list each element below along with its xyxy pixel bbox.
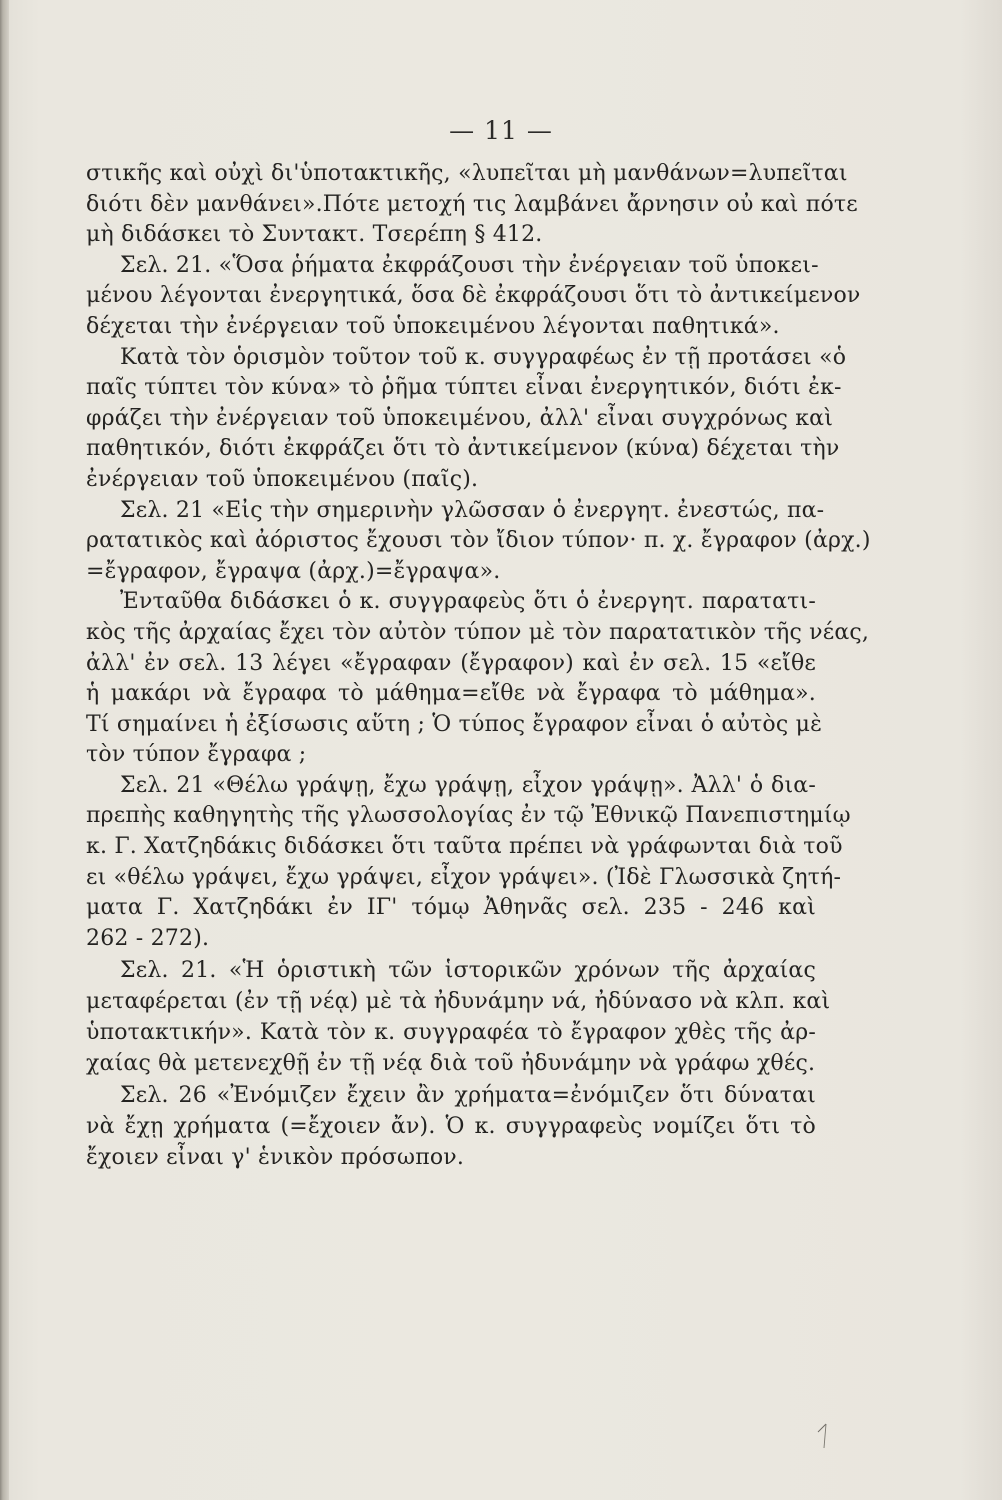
text-line: Κατὰ τὸν ὁρισμὸν τοῦτον τοῦ κ. συγγραφέως ἐν τῇ προτάσει «ὁ <box>120 344 847 370</box>
text-line: ρατατικὸς καὶ ἀόριστος ἔχουσι τὸν ἴδιον τύπον· π. χ. ἔγραφον (ἀρχ.) <box>86 528 871 554</box>
text-line: ἡ μακάρι νὰ ἔγραφα τὸ μάθημα=εἴθε νὰ ἔγραφα τὸ μάθημα». <box>86 681 816 707</box>
text-line: κ. Γ. Χατζηδάκις διδάσκει ὅτι ταῦτα πρέπει νὰ γράφωνται διὰ τοῦ <box>86 834 843 860</box>
binding-edge <box>0 0 9 1500</box>
text-line: παθητικόν, διότι ἐκφράζει ὅτι τὸ ἀντικείμενον (κύνα) δέχεται τὴν <box>86 436 840 462</box>
text-line: Σελ. 21 «Θέλω γράψῃ, ἔχω γράψῃ, εἶχον γράψῃ». Ἀλλ' ὁ δια- <box>120 772 816 798</box>
text-line: ἐνέργειαν τοῦ ὑποκειμένου (παῖς). <box>86 466 479 492</box>
text-line: χαίας θὰ μετενεχθῇ ἐν τῇ νέᾳ διὰ τοῦ ἠδυνάμην νὰ γράφω χθές. <box>86 1050 816 1076</box>
text-line: ἔχοιεν εἶναι γ' ἑνικὸν πρόσωπον. <box>86 1144 465 1170</box>
text-line: μὴ διδάσκει τὸ Συντακτ. Τσερέπη § 412. <box>86 222 543 248</box>
text-line: μένου λέγονται ἐνεργητικά, ὅσα δὲ ἐκφράζουσι ὅτι τὸ ἀντικείμενον <box>86 283 861 309</box>
text-line: Σελ. 21 «Εἰς τὴν σημερινὴν γλῶσσαν ὁ ἐνεργητ. ἐνεστώς, πα- <box>120 497 825 523</box>
text-line: =ἔγραφον, ἔγραψα (ἀρχ.)=ἔγραψα». <box>86 558 501 584</box>
body-text <box>86 159 871 1173</box>
pencil-mark <box>790 1400 870 1470</box>
text-line: ὑποτακτικήν». Κατὰ τὸν κ. συγγραφέα τὸ ἔγραφον χθὲς τῆς ἀρ- <box>86 1020 816 1046</box>
text-line: κὸς τῆς ἀρχαίας ἔχει τὸν αὐτὸν τύπον μὲ τὸν παρατατικὸν τῆς νέας, <box>86 619 870 645</box>
text-line: Σελ. 21. «Ἡ ὁριστικὴ τῶν ἱστορικῶν χρόνων τῆς ἀρχαίας <box>120 958 816 984</box>
text-line: δέχεται τὴν ἐνέργειαν τοῦ ὑποκειμένου λέγονται παθητικά». <box>86 313 780 339</box>
text-line: μεταφέρεται (ἐν τῇ νέᾳ) μὲ τὰ ἠδυνάμην νά, ἠδύνασο νὰ κλπ. καὶ <box>86 989 831 1015</box>
text-line: φράζει τὴν ἐνέργειαν τοῦ ὑποκειμένου, ἀλλ' εἶναι συγχρόνως καὶ <box>86 405 834 431</box>
text-line: Σελ. 21. «Ὅσα ῥήματα ἐκφράζουσι τὴν ἐνέργειαν τοῦ ὑποκει- <box>120 252 819 278</box>
text-line: Τί σημαίνει ἡ ἐξίσωσις αὕτη ; Ὁ τύπος ἔγραφον εἶναι ὁ αὐτὸς μὲ <box>86 711 823 737</box>
text-line: ει «θέλω γράψει, ἔχω γράψει, εἶχον γράψει». (Ἰδὲ Γλωσσικὰ ζητή- <box>86 864 842 890</box>
text-line: 262 - 272). <box>86 925 210 951</box>
text-line: Σελ. 26 «Ἐνόμιζεν ἔχειν ἂν χρήματα=ἐνόμιζεν ὅτι δύναται <box>120 1083 816 1109</box>
text-line: στικῆς καὶ οὐχὶ δι'ὑποτακτικῆς, «λυπεῖται μὴ μανθάνων=λυπεῖται <box>86 161 848 186</box>
text-line: παῖς τύπτει τὸν κύνα» τὸ ῥῆμα τύπτει εἶναι ἐνεργητικόν, διότι ἐκ- <box>86 375 842 401</box>
text-line: ἀλλ' ἐν σελ. 13 λέγει «ἔγραφαν (ἔγραφον) καὶ ἐν σελ. 15 «εἴθε <box>86 650 816 676</box>
text-line: τὸν τύπον ἔγραφα ; <box>86 742 307 768</box>
page-number: — 11 — <box>449 116 553 145</box>
text-line: Ἐνταῦθα διδάσκει ὁ κ. συγγραφεὺς ὅτι ὁ ἐνεργητ. παρατατι- <box>120 589 816 615</box>
text-line: πρεπὴς καθηγητὴς τῆς γλωσσολογίας ἐν τῷ Ἐθνικῷ Πανεπιστημίῳ <box>86 803 851 829</box>
text-line: ματα Γ. Χατζηδάκι ἐν ΙΓ' τόμῳ Ἀθηνᾶς σελ. 235 - 246 καὶ <box>86 895 816 921</box>
text-line: νὰ ἔχῃ χρήματα (=ἔχοιεν ἄν). Ὁ κ. συγγραφεὺς νομίζει ὅτι τὸ <box>86 1114 816 1140</box>
text-line: διότι δὲν μανθάνει».Πότε μετοχή τις λαμβάνει ἄρνησιν οὐ καὶ πότε <box>86 191 858 217</box>
